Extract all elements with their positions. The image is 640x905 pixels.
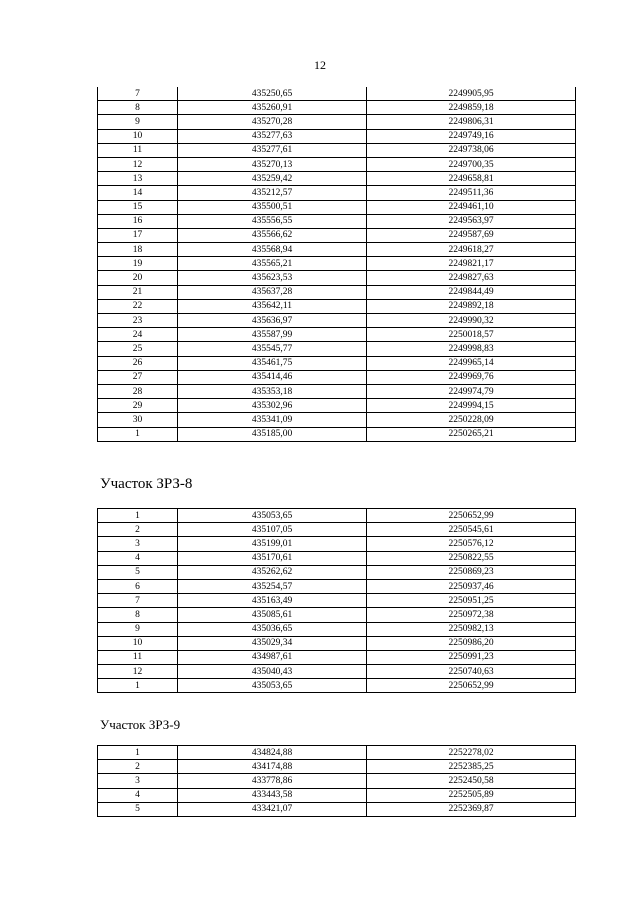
point-number-cell: 23 xyxy=(98,314,178,328)
y-coordinate-cell: 2249827,63 xyxy=(367,271,576,285)
point-number-cell: 3 xyxy=(98,774,178,788)
table-row xyxy=(98,608,576,622)
y-coordinate-cell: 2250228,09 xyxy=(367,413,576,427)
table-row xyxy=(98,299,576,313)
point-number-cell: 24 xyxy=(98,328,178,342)
y-coordinate-cell: 2249821,17 xyxy=(367,257,576,271)
x-coordinate-cell: 435036,65 xyxy=(178,622,367,636)
table-row xyxy=(98,228,576,242)
y-coordinate-cell: 2250652,99 xyxy=(367,509,576,523)
point-number-cell: 5 xyxy=(98,565,178,579)
x-coordinate-cell: 435199,01 xyxy=(178,537,367,551)
point-number-cell: 17 xyxy=(98,228,178,242)
table-row xyxy=(98,802,576,816)
point-number-cell: 9 xyxy=(98,622,178,636)
y-coordinate-cell: 2250545,61 xyxy=(367,523,576,537)
point-number-cell: 12 xyxy=(98,157,178,171)
x-coordinate-cell: 433778,86 xyxy=(178,774,367,788)
y-coordinate-cell: 2249511,36 xyxy=(367,186,576,200)
table-row xyxy=(98,509,576,523)
table-row xyxy=(98,746,576,760)
table-row xyxy=(98,413,576,427)
section-heading-zrz-9: Участок ЗРЗ-9 xyxy=(100,717,181,732)
table-row xyxy=(98,537,576,551)
x-coordinate-cell: 435341,09 xyxy=(178,413,367,427)
point-number-cell: 29 xyxy=(98,399,178,413)
x-coordinate-cell: 435568,94 xyxy=(178,243,367,257)
table-row xyxy=(98,328,576,342)
x-coordinate-cell: 433443,58 xyxy=(178,788,367,802)
x-coordinate-cell: 435250,65 xyxy=(178,87,367,101)
x-coordinate-cell: 435302,96 xyxy=(178,399,367,413)
x-coordinate-cell: 435262,62 xyxy=(178,565,367,579)
point-number-cell: 1 xyxy=(98,746,178,760)
coordinates-table-continued xyxy=(97,87,576,442)
table-row xyxy=(98,370,576,384)
point-number-cell: 30 xyxy=(98,413,178,427)
x-coordinate-cell: 435637,28 xyxy=(178,285,367,299)
y-coordinate-cell: 2250972,38 xyxy=(367,608,576,622)
point-number-cell: 9 xyxy=(98,115,178,129)
y-coordinate-cell: 2252505,89 xyxy=(367,788,576,802)
point-number-cell: 2 xyxy=(98,523,178,537)
y-coordinate-cell: 2249859,18 xyxy=(367,101,576,115)
point-number-cell: 3 xyxy=(98,537,178,551)
x-coordinate-cell: 435270,13 xyxy=(178,157,367,171)
point-number-cell: 18 xyxy=(98,243,178,257)
point-number-cell: 1 xyxy=(98,427,178,441)
table-row xyxy=(98,243,576,257)
table-row xyxy=(98,186,576,200)
point-number-cell: 1 xyxy=(98,679,178,693)
y-coordinate-cell: 2252278,02 xyxy=(367,746,576,760)
x-coordinate-cell: 435587,99 xyxy=(178,328,367,342)
table-row xyxy=(98,200,576,214)
y-coordinate-cell: 2249994,15 xyxy=(367,399,576,413)
y-coordinate-cell: 2249618,27 xyxy=(367,243,576,257)
point-number-cell: 20 xyxy=(98,271,178,285)
y-coordinate-cell: 2250740,63 xyxy=(367,665,576,679)
y-coordinate-cell: 2249700,35 xyxy=(367,157,576,171)
x-coordinate-cell: 435212,57 xyxy=(178,186,367,200)
point-number-cell: 28 xyxy=(98,384,178,398)
x-coordinate-cell: 435185,00 xyxy=(178,427,367,441)
point-number-cell: 8 xyxy=(98,101,178,115)
point-number-cell: 7 xyxy=(98,594,178,608)
y-coordinate-cell: 2250869,23 xyxy=(367,565,576,579)
x-coordinate-cell: 435085,61 xyxy=(178,608,367,622)
x-coordinate-cell: 435636,97 xyxy=(178,314,367,328)
y-coordinate-cell: 2249965,14 xyxy=(367,356,576,370)
x-coordinate-cell: 435461,75 xyxy=(178,356,367,370)
y-coordinate-cell: 2252385,25 xyxy=(367,760,576,774)
y-coordinate-cell: 2249658,81 xyxy=(367,172,576,186)
point-number-cell: 26 xyxy=(98,356,178,370)
x-coordinate-cell: 435040,43 xyxy=(178,665,367,679)
table-row xyxy=(98,565,576,579)
table-row xyxy=(98,115,576,129)
y-coordinate-cell: 2249587,69 xyxy=(367,228,576,242)
x-coordinate-cell: 435623,53 xyxy=(178,271,367,285)
x-coordinate-cell: 435170,61 xyxy=(178,551,367,565)
y-coordinate-cell: 2249806,31 xyxy=(367,115,576,129)
table-row xyxy=(98,551,576,565)
table-row xyxy=(98,788,576,802)
point-number-cell: 21 xyxy=(98,285,178,299)
table-row xyxy=(98,285,576,299)
table-row xyxy=(98,636,576,650)
y-coordinate-cell: 2249990,32 xyxy=(367,314,576,328)
point-number-cell: 15 xyxy=(98,200,178,214)
point-number-cell: 2 xyxy=(98,760,178,774)
y-coordinate-cell: 2249749,16 xyxy=(367,129,576,143)
point-number-cell: 4 xyxy=(98,788,178,802)
table-row xyxy=(98,650,576,664)
table-row xyxy=(98,384,576,398)
section-heading-zrz-8: Участок ЗРЗ-8 xyxy=(100,476,193,492)
table-row xyxy=(98,129,576,143)
point-number-cell: 13 xyxy=(98,172,178,186)
y-coordinate-cell: 2250986,20 xyxy=(367,636,576,650)
point-number-cell: 5 xyxy=(98,802,178,816)
page-number: 12 xyxy=(314,58,326,72)
y-coordinate-cell: 2249905,95 xyxy=(367,87,576,101)
coordinates-table-zrz-8 xyxy=(97,508,576,693)
table-row xyxy=(98,622,576,636)
point-number-cell: 4 xyxy=(98,551,178,565)
x-coordinate-cell: 435556,55 xyxy=(178,214,367,228)
coordinates-table-zrz-9 xyxy=(97,745,576,817)
point-number-cell: 7 xyxy=(98,87,178,101)
x-coordinate-cell: 435254,57 xyxy=(178,579,367,593)
y-coordinate-cell: 2250951,25 xyxy=(367,594,576,608)
x-coordinate-cell: 435029,34 xyxy=(178,636,367,650)
y-coordinate-cell: 2249969,76 xyxy=(367,370,576,384)
table-row xyxy=(98,342,576,356)
point-number-cell: 1 xyxy=(98,509,178,523)
table-row xyxy=(98,579,576,593)
y-coordinate-cell: 2249563,97 xyxy=(367,214,576,228)
point-number-cell: 27 xyxy=(98,370,178,384)
x-coordinate-cell: 435270,28 xyxy=(178,115,367,129)
table-row xyxy=(98,101,576,115)
x-coordinate-cell: 435566,62 xyxy=(178,228,367,242)
x-coordinate-cell: 435565,21 xyxy=(178,257,367,271)
table-row xyxy=(98,214,576,228)
table-row xyxy=(98,774,576,788)
y-coordinate-cell: 2250991,23 xyxy=(367,650,576,664)
x-coordinate-cell: 435260,91 xyxy=(178,101,367,115)
point-number-cell: 14 xyxy=(98,186,178,200)
x-coordinate-cell: 435414,46 xyxy=(178,370,367,384)
point-number-cell: 11 xyxy=(98,650,178,664)
point-number-cell: 11 xyxy=(98,143,178,157)
x-coordinate-cell: 435107,05 xyxy=(178,523,367,537)
table-row xyxy=(98,257,576,271)
point-number-cell: 25 xyxy=(98,342,178,356)
point-number-cell: 8 xyxy=(98,608,178,622)
x-coordinate-cell: 434987,61 xyxy=(178,650,367,664)
y-coordinate-cell: 2250937,46 xyxy=(367,579,576,593)
table-row xyxy=(98,760,576,774)
y-coordinate-cell: 2249461,10 xyxy=(367,200,576,214)
table-row xyxy=(98,314,576,328)
x-coordinate-cell: 435545,77 xyxy=(178,342,367,356)
y-coordinate-cell: 2249974,79 xyxy=(367,384,576,398)
table-row xyxy=(98,271,576,285)
x-coordinate-cell: 434824,88 xyxy=(178,746,367,760)
point-number-cell: 6 xyxy=(98,579,178,593)
point-number-cell: 19 xyxy=(98,257,178,271)
x-coordinate-cell: 435053,65 xyxy=(178,679,367,693)
point-number-cell: 10 xyxy=(98,129,178,143)
y-coordinate-cell: 2250822,55 xyxy=(367,551,576,565)
point-number-cell: 10 xyxy=(98,636,178,650)
table-row xyxy=(98,594,576,608)
table-row xyxy=(98,356,576,370)
point-number-cell: 22 xyxy=(98,299,178,313)
x-coordinate-cell: 435500,51 xyxy=(178,200,367,214)
table-row xyxy=(98,143,576,157)
y-coordinate-cell: 2249738,06 xyxy=(367,143,576,157)
y-coordinate-cell: 2249998,83 xyxy=(367,342,576,356)
x-coordinate-cell: 433421,07 xyxy=(178,802,367,816)
table-row xyxy=(98,157,576,171)
table-row xyxy=(98,87,576,101)
x-coordinate-cell: 435163,49 xyxy=(178,594,367,608)
y-coordinate-cell: 2250018,57 xyxy=(367,328,576,342)
x-coordinate-cell: 435277,61 xyxy=(178,143,367,157)
table-row xyxy=(98,172,576,186)
x-coordinate-cell: 435353,18 xyxy=(178,384,367,398)
y-coordinate-cell: 2250576,12 xyxy=(367,537,576,551)
y-coordinate-cell: 2249844,49 xyxy=(367,285,576,299)
table-row xyxy=(98,523,576,537)
y-coordinate-cell: 2250265,21 xyxy=(367,427,576,441)
x-coordinate-cell: 434174,88 xyxy=(178,760,367,774)
x-coordinate-cell: 435259,42 xyxy=(178,172,367,186)
y-coordinate-cell: 2252369,87 xyxy=(367,802,576,816)
point-number-cell: 16 xyxy=(98,214,178,228)
table-row xyxy=(98,679,576,693)
y-coordinate-cell: 2250982,13 xyxy=(367,622,576,636)
table-row xyxy=(98,427,576,441)
table-row xyxy=(98,665,576,679)
x-coordinate-cell: 435053,65 xyxy=(178,509,367,523)
y-coordinate-cell: 2250652,99 xyxy=(367,679,576,693)
x-coordinate-cell: 435642,11 xyxy=(178,299,367,313)
table-row xyxy=(98,399,576,413)
x-coordinate-cell: 435277,63 xyxy=(178,129,367,143)
y-coordinate-cell: 2252450,58 xyxy=(367,774,576,788)
point-number-cell: 12 xyxy=(98,665,178,679)
y-coordinate-cell: 2249892,18 xyxy=(367,299,576,313)
